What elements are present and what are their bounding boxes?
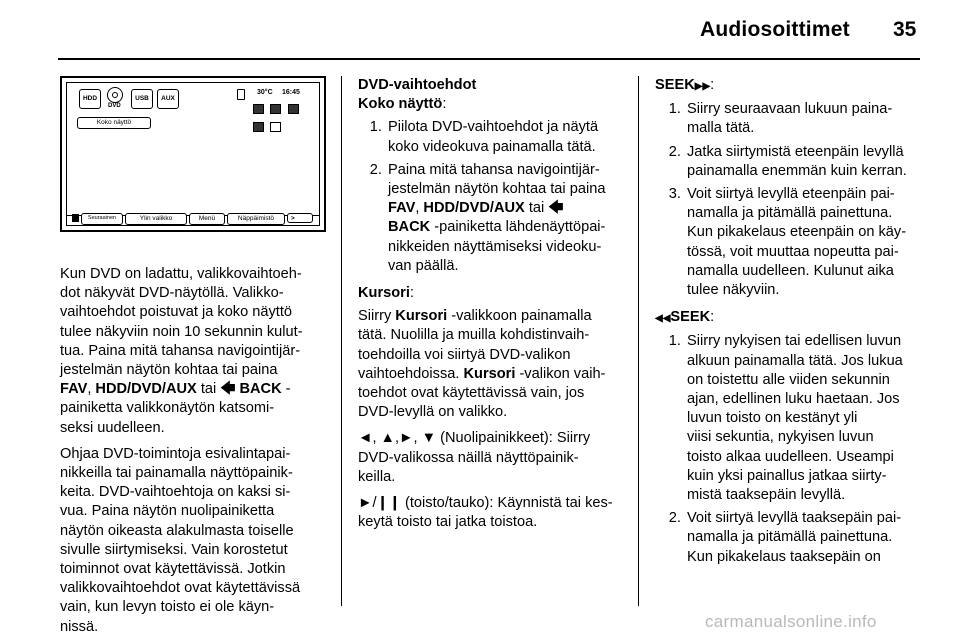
subheading-seek-reverse: ◀◀SEEK: [655, 309, 715, 326]
status-icons [253, 101, 313, 110]
subheading-koko-naytto [358, 95, 626, 114]
text-line: sivulle siirtymiseksi. Vain korostetut [60, 541, 288, 558]
kursori-term: Kursori [395, 308, 448, 325]
text-line: ►/❙❙ (toisto/tauko): Käynnistä tai kes- [358, 495, 613, 512]
next-page-arrow-button[interactable]: > [287, 213, 313, 223]
subheading-text: SEEK [655, 77, 695, 93]
text-line: nikkeilla tai painamalla näyttöpainik- [60, 465, 293, 482]
text-line: keita. DVD-vaihtoehtoja on kaksi si- [60, 484, 291, 501]
subheading-text: Koko näyttö [358, 96, 443, 113]
list-item [685, 332, 923, 505]
text-line: keytä toisto tai jatka toistoa. [358, 514, 538, 531]
text-line: jestelmän näytön kohtaa tai paina [60, 362, 278, 379]
text-line: seksi uudelleen. [60, 419, 165, 436]
text-line: namalla ja pitämällä painettuna. [687, 205, 893, 222]
text-line: Piilota DVD-vaihtoehdot ja näytä [388, 119, 599, 136]
list-item [685, 185, 923, 300]
text-line: kuin yksi painallus jatkaa siirty- [687, 467, 887, 484]
connector-text: tai [524, 200, 549, 217]
menu-square-icon[interactable] [72, 214, 79, 222]
usb-button[interactable]: USB [131, 89, 153, 109]
paragraph-controls [60, 445, 338, 637]
text-line: Siirry nykyisen tai edellisen luvun [687, 333, 902, 350]
subheading-text: Kursori [358, 285, 410, 302]
text-line: vua. Paina näytön nuolipainiketta [60, 503, 275, 520]
hdd-dvd-aux-key: HDD/DVD/AUX [95, 381, 197, 398]
text-line: -valikkoon painamalla [447, 308, 592, 325]
back-key: BACK [388, 219, 431, 236]
subheading-seek-forward: SEEK▶▶: [655, 77, 715, 93]
text-line: malla tätä. [687, 120, 755, 137]
phone-icon [237, 89, 245, 100]
text-line: toehdoilla voi siirtyä DVD-valikon [358, 346, 571, 363]
header-rule [58, 58, 920, 60]
text-line: DVD-levyllä on valikko. [358, 404, 508, 421]
page-number: 35 [893, 18, 917, 41]
paragraph-kursori [358, 307, 626, 422]
text-line: -painiketta lähdenäyttöpai- [430, 219, 606, 236]
list-item [685, 100, 923, 138]
text-line: tulee näkyviin. [687, 282, 780, 299]
hdd-dvd-aux-key: HDD/DVD/AUX [423, 200, 525, 217]
seek-forward-list [655, 100, 923, 300]
column-divider [638, 76, 639, 606]
subheading-kursori [358, 284, 626, 303]
back-arrow-icon: 🡄 [220, 381, 236, 398]
text-line: vaihtoehdot poistuvat ja koko näyttö [60, 304, 293, 321]
paragraph-play-pause [358, 494, 626, 532]
text-line: tätä. Nuolilla ja muilla kohdistinvaih- [358, 327, 590, 344]
text-line: tua. Paina mitä tahansa navigointijär- [60, 342, 301, 359]
menu-button[interactable]: Menü [189, 213, 225, 225]
status-icon [270, 104, 281, 114]
text-line: toiminnot ovat käytettävissä. Jotkin [60, 561, 286, 578]
text-line: -valikon vaih- [515, 365, 606, 382]
text-line: jestelmän näytön kohtaa tai paina [388, 181, 606, 198]
text-line: Kun pikakelaus taaksepäin on [687, 548, 881, 565]
screen-frame [66, 82, 320, 226]
text-line: keilla. [358, 468, 396, 485]
column-2 [358, 76, 626, 539]
text-line: Kun pikakelaus eteenpäin on käy- [687, 224, 907, 241]
text-line: on toistettu alle viiden sekunnin [687, 371, 890, 388]
koko-naytto-list [358, 118, 626, 276]
watermark: carmanualsonline.info [705, 612, 877, 631]
dvd-disc-center [112, 92, 118, 98]
temperature: 30°C [257, 89, 273, 96]
text-line: Siirry [358, 308, 396, 325]
text-line: tulee näkyviin noin 10 sekunnin kulut- [60, 323, 303, 340]
text-line: Voit siirtyä levyllä taaksepäin pai- [687, 510, 902, 527]
status-icon [270, 122, 281, 132]
text-line: namalla ja pitämällä painettuna. [687, 529, 893, 546]
text-line: toisto alkaa uudelleen. Useampi [687, 448, 894, 465]
back-key: BACK [235, 381, 282, 398]
list-item [685, 509, 923, 567]
text-line: ◄, ▲,►, ▼ (Nuolipainikkeet): Siirry [358, 430, 591, 447]
paragraph-arrow-keys [358, 429, 626, 487]
text-line: nikkeiden näyttämiseksi videoku- [388, 238, 602, 255]
text-line: van päällä. [388, 257, 459, 274]
rewind-icon: ◀◀ [655, 313, 671, 325]
dvd-label: DVD [108, 103, 121, 109]
text-line: Voit siirtyä levyllä eteenpäin pai- [687, 186, 895, 203]
subheading-colon: : [409, 285, 414, 302]
text-line: DVD-valikossa näillä näyttöpainik- [358, 449, 579, 466]
nappaimisto-button[interactable]: Näppäimistö [227, 213, 285, 225]
aux-button[interactable]: AUX [157, 89, 179, 109]
separator: , [87, 381, 96, 398]
text-line: tössä, voit muuttaa nopeutta pai- [687, 243, 899, 260]
text-line: koko videokuva painamalla tätä. [388, 138, 596, 155]
text-line: Siirry seuraavaan lukuun paina- [687, 101, 893, 118]
status-icon [253, 104, 264, 114]
text-line: mistä taaksepäin levyllä. [687, 487, 846, 504]
column-3 [655, 76, 923, 575]
fast-forward-icon: ▶▶ [694, 81, 711, 92]
status-icon [253, 122, 264, 132]
text-line: nissä. [60, 618, 99, 635]
column-1 [60, 265, 338, 644]
fav-key: FAV [60, 381, 88, 398]
seuraainen-button[interactable]: Seuraainen [81, 213, 123, 225]
section-heading-dvd-options: DVD-vaihtoehdot [358, 77, 477, 93]
text-line: namalla uudelleen. Kulunut aika [687, 262, 894, 279]
fav-key: FAV [388, 200, 416, 217]
subheading-text: SEEK [670, 309, 711, 326]
text-line: Ohjaa DVD-toimintoja esivalintapai- [60, 445, 291, 462]
text-line: valikkovaihtoehdot ovat käytettävissä [60, 580, 301, 597]
text-line: dot näkyvät DVD-näytöllä. Valikko- [60, 285, 284, 302]
text-line: vain, kun levyn toisto ei ole käyn- [60, 599, 275, 616]
koko-naytto-button[interactable]: Koko näyttö [77, 117, 151, 129]
subheading-colon: : [442, 96, 447, 113]
back-arrow-icon: 🡄 [548, 200, 564, 217]
text-line: viisi sekuntia, nykyisen luvun [687, 429, 874, 446]
text-line: painamalla enemmän kuin kerran. [687, 162, 907, 179]
seek-reverse-list [655, 332, 923, 566]
kursori-term: Kursori [463, 365, 516, 382]
text-line: toehdot ovat käytettävissä vain, jos [358, 385, 585, 402]
list-item: 2. Paina mitä tahansa navigointijär- jestelmän näytön kohtaa tai paina FAV, HDD/DVD/AUX tai 🡄 BACK -painiketta lähdenäyttöpai- nikkeiden näyttämiseksi videoku- van päällä. [386, 161, 626, 276]
connector-text: tai [196, 381, 221, 398]
list-item [685, 143, 923, 181]
text-line: Paina mitä tahansa navigointijär- [388, 161, 600, 178]
page-header-title: Audiosoittimet [700, 18, 850, 41]
paragraph-intro [60, 265, 338, 438]
clock: 16:45 [282, 89, 300, 96]
list-item [386, 118, 626, 156]
text-line: Jatka siirtymistä eteenpäin levyllä [687, 143, 904, 160]
hdd-button[interactable]: HDD [79, 89, 101, 109]
text-line: luvun toisto on kestänyt yli [687, 410, 858, 427]
column-divider [341, 76, 342, 606]
text-line: Kun DVD on ladattu, valikkovaihtoeh- [60, 266, 302, 282]
dvd-screen-illustration [60, 76, 326, 232]
text-dash: - [281, 381, 291, 398]
text-line: ajan, edellinen luku haetaan. Jos [687, 391, 900, 408]
text-line: alkuun painamalla tätä. Jos lukua [687, 352, 903, 369]
dvd-disc-icon[interactable] [107, 87, 123, 103]
text-line: vaihtoehdoissa. [358, 365, 464, 382]
text-line: painiketta valikkonäytön katsomi- [60, 400, 275, 417]
ylin-valikko-button[interactable]: Ylin valikko [125, 213, 187, 225]
text-line: näytön oikeasta alakulmasta toiselle [60, 522, 294, 539]
status-icon [288, 104, 299, 114]
